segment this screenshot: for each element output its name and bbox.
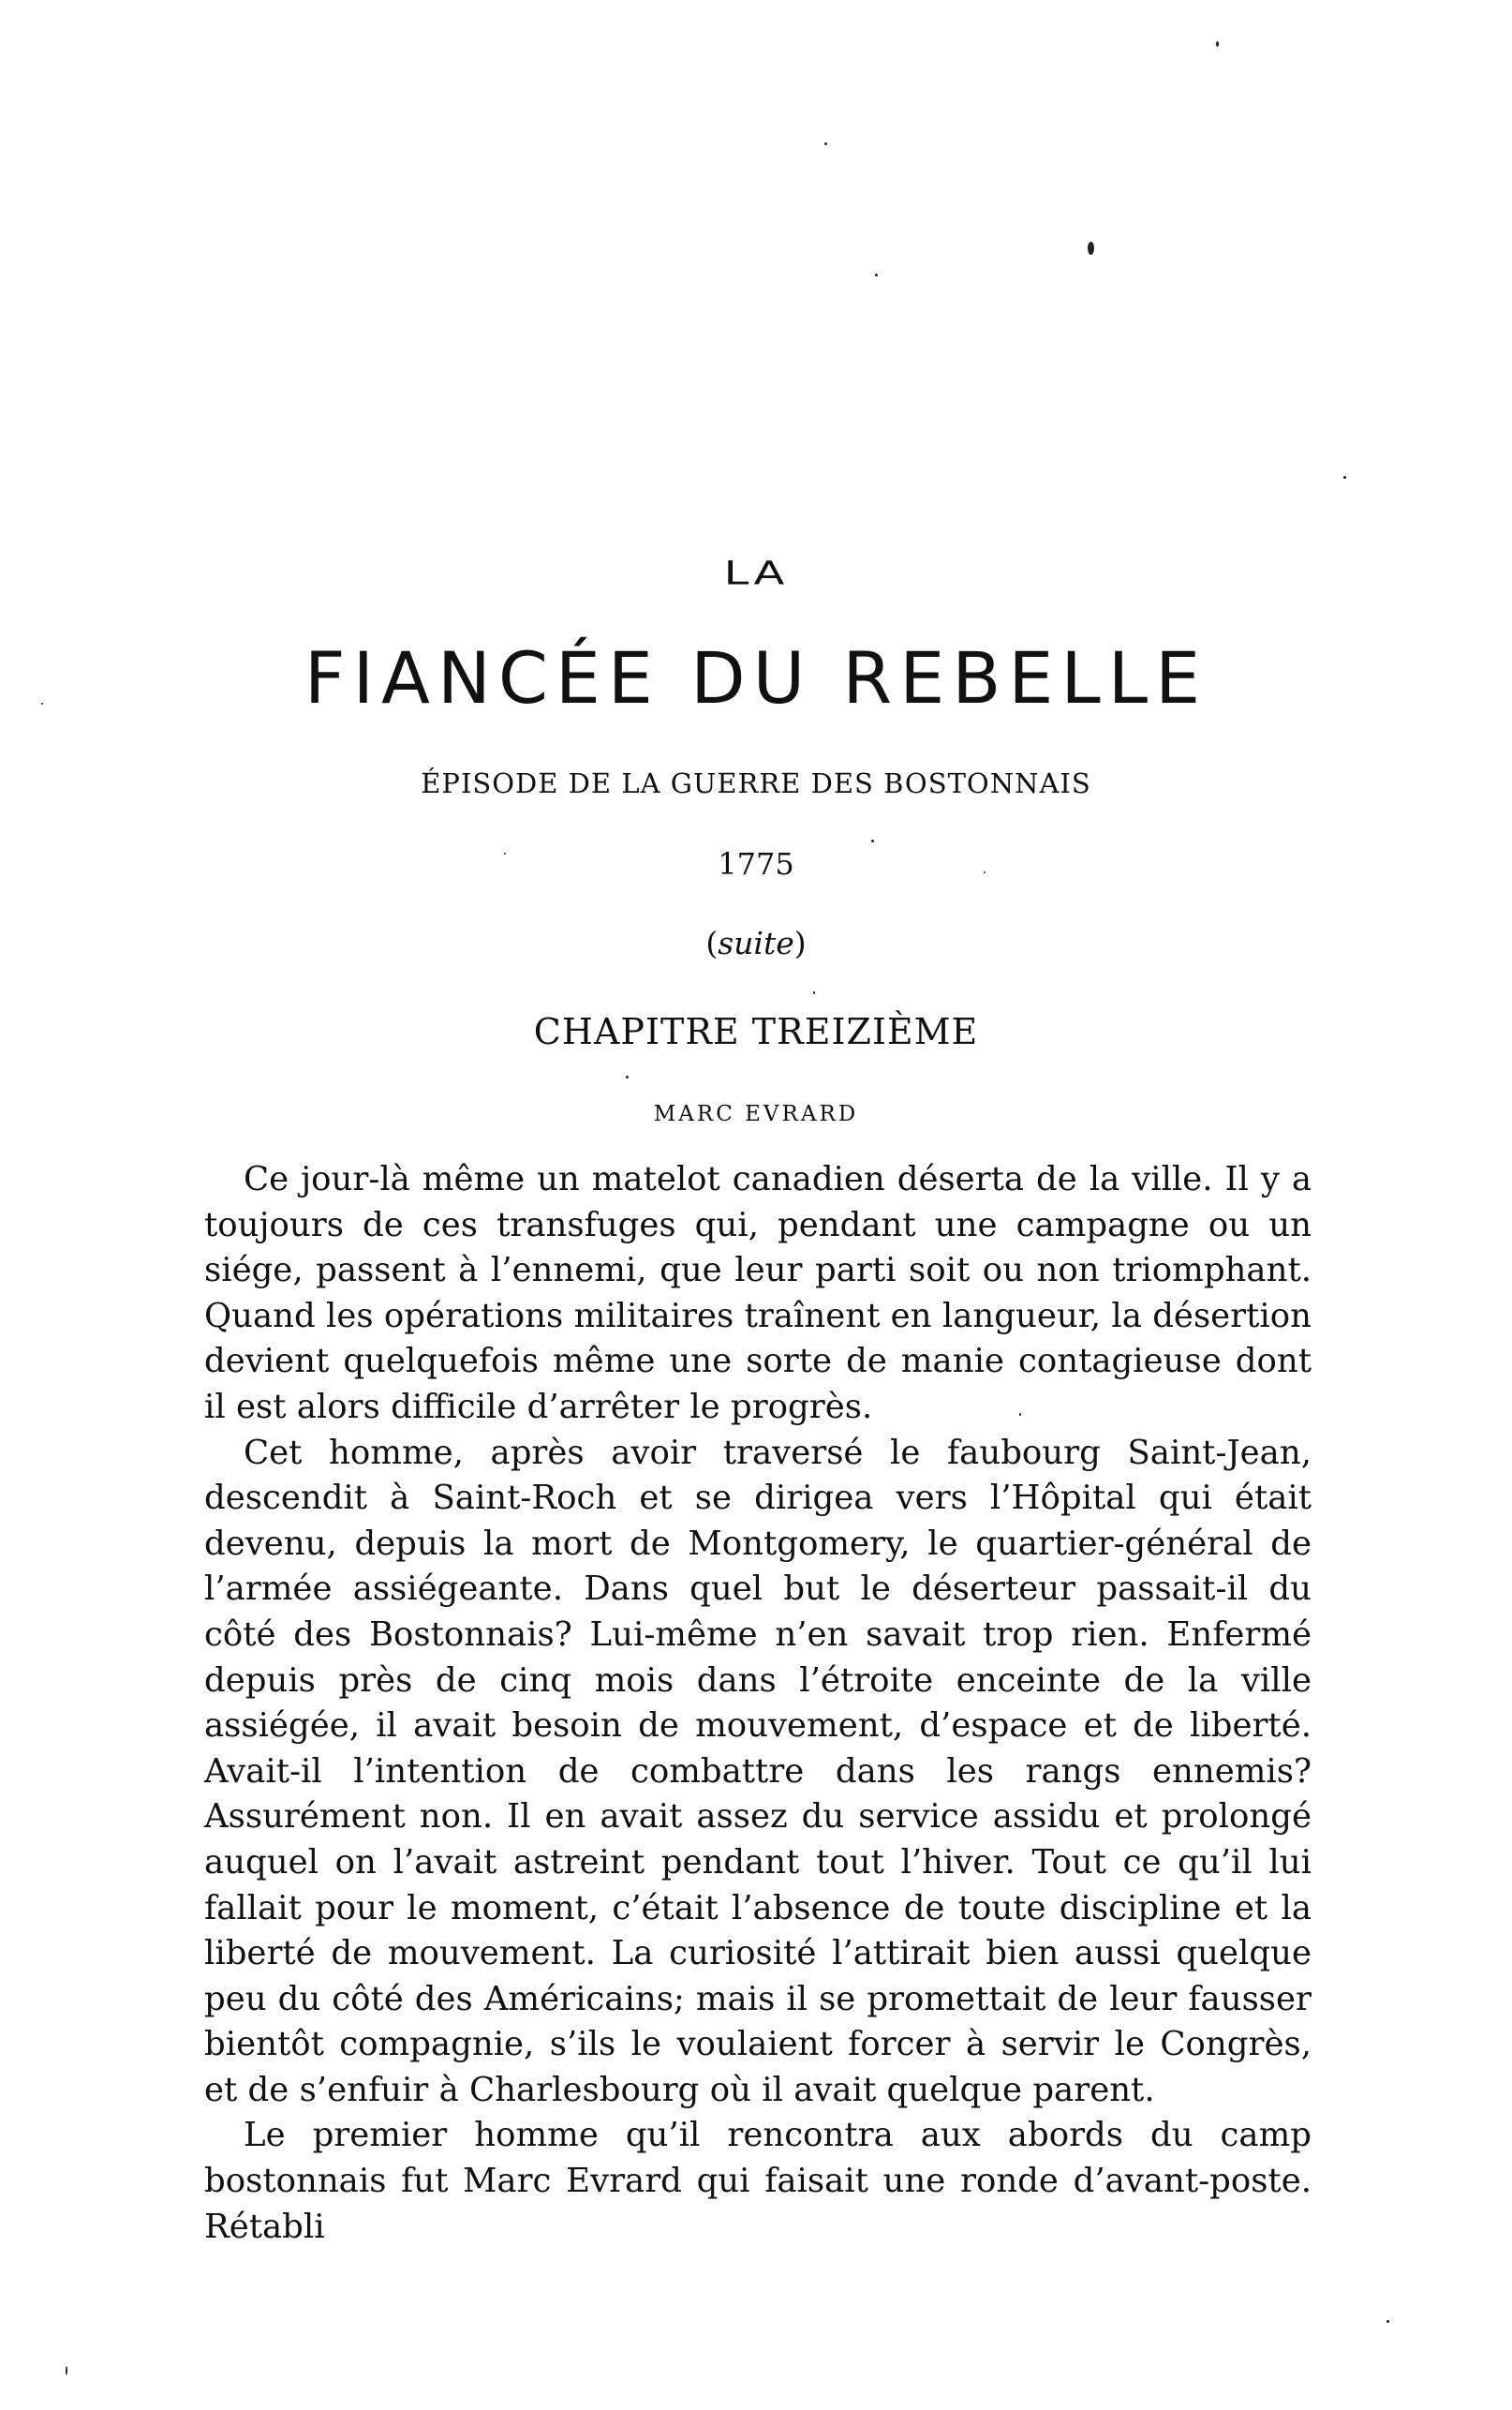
print-speck xyxy=(1216,41,1219,47)
print-speck xyxy=(1088,242,1094,255)
title-subtitle: ÉPISODE DE LA GUERRE DES BOSTONNAIS xyxy=(421,767,1091,799)
print-speck xyxy=(626,1076,629,1079)
continuation-note: (suite) xyxy=(705,925,807,961)
print-speck xyxy=(871,840,874,842)
print-speck xyxy=(1386,2320,1389,2323)
print-speck xyxy=(813,991,815,994)
print-speck xyxy=(875,274,878,276)
continuation-word: suite xyxy=(718,925,794,961)
print-speck xyxy=(1343,476,1346,479)
print-speck xyxy=(824,142,827,145)
chapter-heading: CHAPITRE TREIZIÈME xyxy=(533,1011,979,1052)
title-year: 1775 xyxy=(718,846,794,882)
title-article: LA xyxy=(723,554,789,593)
paragraph: Ce jour-là même un matelot canadien déserta de la ville. Il y a toujours de ces transfuges qui, pendant une campagne ou un siége, passent à l’ennemi, que leur parti soit ou non triomphant. Quand les opérations militaires traînent en langueur, la désertion devient quelquefois même une sorte de manie contagieuse dont il est alors difficile d’arrêter le progrès. xyxy=(204,1160,1312,1426)
page-title: FIANCÉE DU REBELLE xyxy=(304,636,1208,720)
chapter-subheading: MARC EVRARD xyxy=(653,1102,859,1126)
paragraph: Le premier homme qu’il rencontra aux abords du camp bostonnais fut Marc Evrard qui faisait une ronde d’avant-poste. Rétabli xyxy=(204,2116,1312,2246)
print-speck xyxy=(66,2366,67,2375)
body-text xyxy=(204,1157,1312,2250)
paragraph: Cet homme, après avoir traversé le faubourg Saint-Jean, descendit à Saint-Roch et se dirigea vers l’Hôpital qui était devenu, depuis la mort de Montgomery, le quartier-général de l’armée assiégeante. Dans quel but le déserteur passait-il du côté des Bostonnais? Lui-même n’en savait trop rien. Enfermé depuis près de cinq mois dans l’étroite enceinte de la ville assiégée, il avait besoin de mouvement, d’espace et de liberté. Avait-il l’intention de combattre dans les rangs ennemis? Assurément non. Il en avait assez du service assidu et prolongé auquel on l’avait astreint pendant tout l’hiver. Tout ce qu’il lui fallait pour le moment, c’était l’absence de toute discipline et la liberté de mouvement. La curiosité l’attirait bien aussi quelque peu du côté des Américains; mais il se promettait de leur fausser bientôt compagnie, s’ils le voulaient forcer à servir le Congrès, et de s’enfuir à Charlesbourg où il avait quelque parent. xyxy=(204,1433,1312,2109)
